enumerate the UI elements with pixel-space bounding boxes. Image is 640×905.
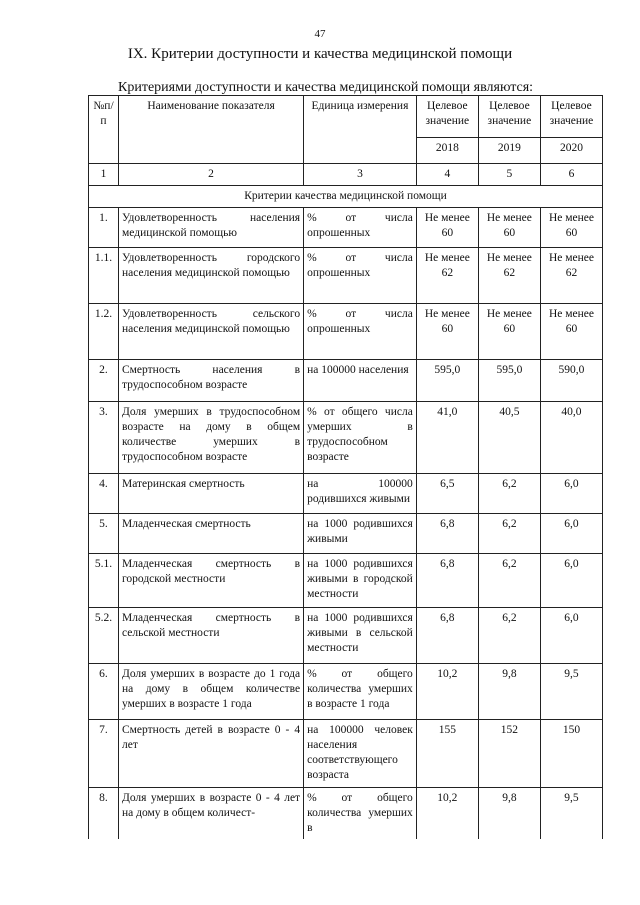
row-value-2020: 6,0 <box>540 473 602 513</box>
row-num: 2. <box>89 359 119 401</box>
table-row <box>89 663 603 719</box>
column-number: 4 <box>416 164 478 186</box>
row-value-2018: 6,5 <box>416 473 478 513</box>
row-value-2019: 6,2 <box>478 607 540 663</box>
header-target-2019: Целевое значение <box>478 96 540 138</box>
table-row <box>89 401 603 473</box>
row-unit: % от числа опрошенных <box>304 207 417 247</box>
row-value-2018: 595,0 <box>416 359 478 401</box>
table-row <box>89 359 603 401</box>
row-value-2019: Не менее 60 <box>478 207 540 247</box>
header-year-2019: 2019 <box>478 138 540 164</box>
row-value-2018: Не менее 60 <box>416 207 478 247</box>
column-number: 3 <box>304 164 417 186</box>
row-value-2019: 6,2 <box>478 473 540 513</box>
row-num: 5.2. <box>89 607 119 663</box>
row-value-2018: 155 <box>416 719 478 787</box>
row-value-2019: 6,2 <box>478 553 540 607</box>
criteria-table <box>88 95 603 839</box>
row-value-2018: 6,8 <box>416 553 478 607</box>
row-num: 5.1. <box>89 553 119 607</box>
row-num: 3. <box>89 401 119 473</box>
row-name: Удовлетворенность сельского населения медицинской помощью <box>118 303 303 359</box>
column-number-row <box>89 164 603 186</box>
row-value-2020: 150 <box>540 719 602 787</box>
row-value-2019: Не менее 62 <box>478 247 540 303</box>
intro-text: Критериями доступности и качества медицинской помощи являются: <box>118 80 534 95</box>
section-title: IX. Критерии доступности и качества медицинской помощи <box>127 46 513 62</box>
row-value-2020: 6,0 <box>540 513 602 553</box>
column-number: 6 <box>540 164 602 186</box>
row-num: 1.1. <box>89 247 119 303</box>
row-num: 6. <box>89 663 119 719</box>
row-value-2019: 9,8 <box>478 787 540 838</box>
row-value-2020: Не менее 60 <box>540 207 602 247</box>
table-row <box>89 247 603 303</box>
row-name: Младенческая смертность в городской местности <box>118 553 303 607</box>
column-number: 5 <box>478 164 540 186</box>
row-unit: на 100000 населения <box>304 359 417 401</box>
row-name: Материнская смертность <box>118 473 303 513</box>
header-year-2018: 2018 <box>416 138 478 164</box>
row-num: 7. <box>89 719 119 787</box>
row-name: Младенческая смертность <box>118 513 303 553</box>
row-value-2020: 6,0 <box>540 607 602 663</box>
table-row <box>89 303 603 359</box>
row-unit: % от общего числа умерших в трудоспособном возрасте <box>304 401 417 473</box>
section-heading: Критерии качества медицинской помощи <box>89 185 603 207</box>
row-num: 1.2. <box>89 303 119 359</box>
row-name: Младенческая смертность в сельской местности <box>118 607 303 663</box>
table-row <box>89 513 603 553</box>
row-value-2018: 10,2 <box>416 787 478 838</box>
row-value-2018: 6,8 <box>416 607 478 663</box>
row-unit: на 100000 человек населения соответствующего возраста <box>304 719 417 787</box>
row-num: 8. <box>89 787 119 838</box>
header-unit: Единица измерения <box>304 96 417 164</box>
row-name: Удовлетворенность городского населения медицинской помощью <box>118 247 303 303</box>
page-number: 47 <box>314 28 326 40</box>
row-unit: на 1000 родившихся живыми в сельской местности <box>304 607 417 663</box>
row-unit: на 1000 родившихся живыми <box>304 513 417 553</box>
row-name: Доля умерших в возрасте 0 - 4 лет на дому в общем количест- <box>118 787 303 838</box>
table-row <box>89 607 603 663</box>
row-name: Доля умерших в возрасте до 1 года на дому в общем количестве умерших в возрасте 1 года <box>118 663 303 719</box>
row-name: Удовлетворенность населения медицинской помощью <box>118 207 303 247</box>
row-value-2019: 595,0 <box>478 359 540 401</box>
row-value-2020: Не менее 62 <box>540 247 602 303</box>
row-num: 4. <box>89 473 119 513</box>
row-value-2019: 9,8 <box>478 663 540 719</box>
row-name: Смертность детей в возрасте 0 - 4 лет <box>118 719 303 787</box>
header-num: №п/ п <box>89 96 119 164</box>
header-target-2018: Целевое значение <box>416 96 478 138</box>
row-value-2018: 10,2 <box>416 663 478 719</box>
header-target-2020: Целевое значение <box>540 96 602 138</box>
header-name: Наименование показателя <box>118 96 303 164</box>
column-number: 2 <box>118 164 303 186</box>
row-name: Доля умерших в трудоспособном возрасте на дому в общем количестве умерших в трудоспособном возрасте <box>118 401 303 473</box>
table-row <box>89 207 603 247</box>
table-row <box>89 473 603 513</box>
row-value-2018: Не менее 60 <box>416 303 478 359</box>
row-num: 5. <box>89 513 119 553</box>
row-value-2020: 40,0 <box>540 401 602 473</box>
row-value-2020: 9,5 <box>540 787 602 838</box>
row-unit: на 1000 родившихся живыми в городской местности <box>304 553 417 607</box>
row-value-2019: Не менее 60 <box>478 303 540 359</box>
row-unit: % от общего количества умерших в <box>304 787 417 838</box>
row-value-2018: 6,8 <box>416 513 478 553</box>
table-row <box>89 719 603 787</box>
row-value-2019: 40,5 <box>478 401 540 473</box>
row-unit: на 100000 родившихся живыми <box>304 473 417 513</box>
row-value-2020: 590,0 <box>540 359 602 401</box>
row-value-2019: 152 <box>478 719 540 787</box>
row-unit: % от числа опрошенных <box>304 247 417 303</box>
row-value-2020: Не менее 60 <box>540 303 602 359</box>
column-number: 1 <box>89 164 119 186</box>
header-year-2020: 2020 <box>540 138 602 164</box>
row-num: 1. <box>89 207 119 247</box>
row-value-2020: 6,0 <box>540 553 602 607</box>
row-unit: % от общего количества умерших в возрасте 1 года <box>304 663 417 719</box>
row-name: Смертность населения в трудоспособном возрасте <box>118 359 303 401</box>
table-row <box>89 553 603 607</box>
row-unit: % от числа опрошенных <box>304 303 417 359</box>
table-row <box>89 787 603 838</box>
row-value-2018: Не менее 62 <box>416 247 478 303</box>
row-value-2019: 6,2 <box>478 513 540 553</box>
row-value-2020: 9,5 <box>540 663 602 719</box>
row-value-2018: 41,0 <box>416 401 478 473</box>
